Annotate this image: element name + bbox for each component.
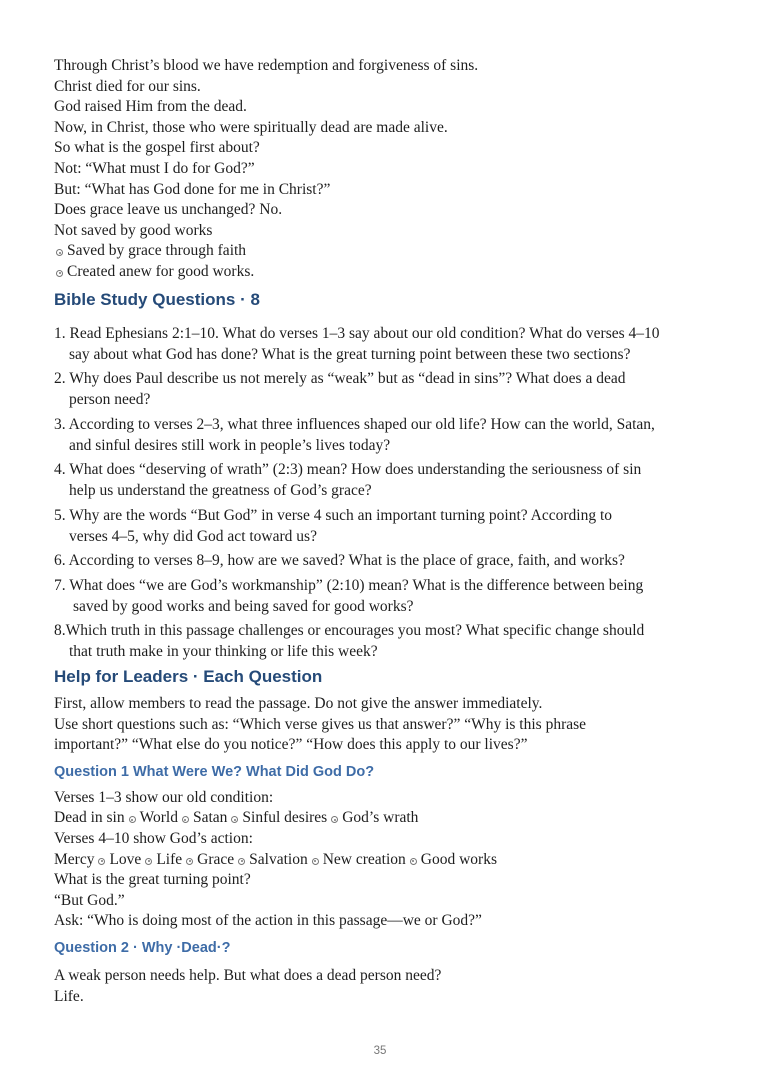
intro-line: Not: “What must I do for God?” bbox=[54, 159, 255, 177]
question-line-continued: verses 4–5, why did God act toward us? bbox=[69, 527, 317, 545]
q2-line: Life. bbox=[54, 987, 84, 1005]
circle-bullet-icon bbox=[129, 816, 136, 823]
intro-line: Does grace leave us unchanged? No. bbox=[54, 201, 283, 219]
intro-bullet-item bbox=[54, 262, 714, 283]
circle-bullet-icon bbox=[56, 270, 63, 277]
q1-gods-action-intro: Verses 4–10 show God’s action: bbox=[54, 830, 253, 847]
gods-action-item: Salvation bbox=[249, 850, 308, 868]
question-line: 8.Which truth in this passage challenges or encourages you most? What specific change should bbox=[54, 622, 645, 640]
question-line-continued: person need? bbox=[69, 391, 151, 409]
question-line: 5. Why are the words “But God” in verse 4 such an important turning point? According to bbox=[54, 506, 613, 524]
intro-line: So what is the gospel first about? bbox=[54, 139, 260, 157]
old-condition-item: Dead in sin bbox=[54, 809, 125, 827]
question-1-heading: Question 1 What Were We? What Did God Do? bbox=[54, 763, 375, 780]
question-line: 6. According to verses 8–9, how are we saved? What is the place of grace, faith, and works? bbox=[54, 552, 625, 570]
question-line: 4. What does “deserving of wrath” (2:3) mean? How does understanding the seriousness of sin bbox=[54, 461, 642, 479]
question-line-continued: that truth make in your thinking or life this week? bbox=[69, 643, 378, 661]
page-content bbox=[54, 56, 714, 1007]
q1-old-condition-intro: Verses 1–3 show our old condition: bbox=[54, 788, 274, 806]
question-line-continued: help us understand the greatness of God’s grace? bbox=[69, 482, 372, 500]
circle-bullet-icon bbox=[231, 816, 238, 823]
study-question bbox=[54, 575, 714, 617]
circle-bullet-icon bbox=[238, 858, 245, 865]
study-question bbox=[54, 550, 714, 571]
question-line: 1. Read Ephesians 2:1–10. What do verses 1–3 say about our old condition? What do verses 4–10 bbox=[54, 324, 660, 342]
study-question bbox=[54, 505, 714, 547]
gods-action-item: Mercy bbox=[54, 850, 95, 868]
question-line: 3. According to verses 2–3, what three influences shaped our old life? How can the world, Satan, bbox=[54, 415, 655, 433]
question-2-heading: Question 2 · Why ·Dead·? bbox=[54, 939, 231, 956]
question-line: 7. What does “we are God’s workmanship” (2:10) mean? What is the difference between being bbox=[54, 576, 644, 594]
old-condition-row bbox=[54, 808, 714, 829]
circle-bullet-icon bbox=[312, 858, 319, 865]
circle-bullet-icon bbox=[56, 249, 63, 256]
intro-line: Through Christ’s blood we have redemption and forgiveness of sins. bbox=[54, 57, 479, 74]
question-line-continued: and sinful desires still work in people’s lives today? bbox=[69, 436, 391, 454]
study-question-list bbox=[54, 323, 714, 663]
gods-action-item: Life bbox=[156, 850, 183, 868]
intro-line: God raised Him from the dead. bbox=[54, 98, 247, 116]
intro-bullet-text: Created anew for good works. bbox=[67, 262, 255, 280]
leaders-line: First, allow members to read the passage. Do not give the answer immediately. bbox=[54, 695, 543, 713]
intro-section bbox=[54, 56, 714, 283]
question-line-continued: say about what God has done? What is the great turning point between these two sections? bbox=[69, 345, 631, 363]
page-number: 35 bbox=[373, 1045, 387, 1057]
intro-line: Not saved by good works bbox=[54, 221, 213, 239]
circle-bullet-icon bbox=[331, 816, 338, 823]
gods-action-item: Good works bbox=[420, 850, 497, 868]
q1-turning-point-question: What is the great turning point? bbox=[54, 871, 251, 889]
question-line: 2. Why does Paul describe us not merely as “weak” but as “dead in sins”? What does a dead bbox=[54, 370, 626, 388]
intro-bullet-text: Saved by grace through faith bbox=[67, 242, 247, 260]
intro-line: Now, in Christ, those who were spiritually dead are made alive. bbox=[54, 118, 448, 136]
circle-bullet-icon bbox=[182, 816, 189, 823]
intro-bullet-item bbox=[54, 241, 714, 262]
old-condition-item: Sinful desires bbox=[242, 809, 328, 827]
study-question bbox=[54, 620, 714, 662]
question-line-continued: saved by good works and being saved for good works? bbox=[73, 597, 414, 615]
leaders-help-heading: Help for Leaders · Each Question bbox=[54, 667, 323, 687]
leaders-line: Use short questions such as: “Which verse gives us that answer?” “Why is this phrase bbox=[54, 715, 587, 733]
circle-bullet-icon bbox=[98, 858, 105, 865]
circle-bullet-icon bbox=[410, 858, 417, 865]
circle-bullet-icon bbox=[145, 858, 152, 865]
gods-action-row bbox=[54, 850, 714, 871]
intro-line: Christ died for our sins. bbox=[54, 77, 201, 95]
study-questions-heading: Bible Study Questions · 8 bbox=[54, 289, 260, 309]
old-condition-item: God’s wrath bbox=[342, 809, 419, 827]
study-question bbox=[54, 323, 714, 365]
q1-ask-line: Ask: “Who is doing most of the action in this passage—we or God?” bbox=[54, 912, 482, 930]
gods-action-item: Love bbox=[109, 850, 142, 868]
q1-but-god: “But God.” bbox=[54, 891, 125, 909]
study-question bbox=[54, 414, 714, 456]
leaders-line: important?” “What else do you notice?” “How does this apply to our lives?” bbox=[54, 736, 528, 754]
gods-action-item: Grace bbox=[197, 850, 235, 868]
old-condition-item: World bbox=[139, 809, 178, 827]
old-condition-item: Satan bbox=[192, 809, 228, 827]
q2-line: A weak person needs help. But what does a dead person need? bbox=[54, 966, 442, 984]
study-question bbox=[54, 459, 714, 501]
study-question bbox=[54, 368, 714, 410]
intro-line: But: “What has God done for me in Christ?” bbox=[54, 180, 331, 198]
gods-action-item: New creation bbox=[322, 850, 406, 868]
circle-bullet-icon bbox=[186, 858, 193, 865]
